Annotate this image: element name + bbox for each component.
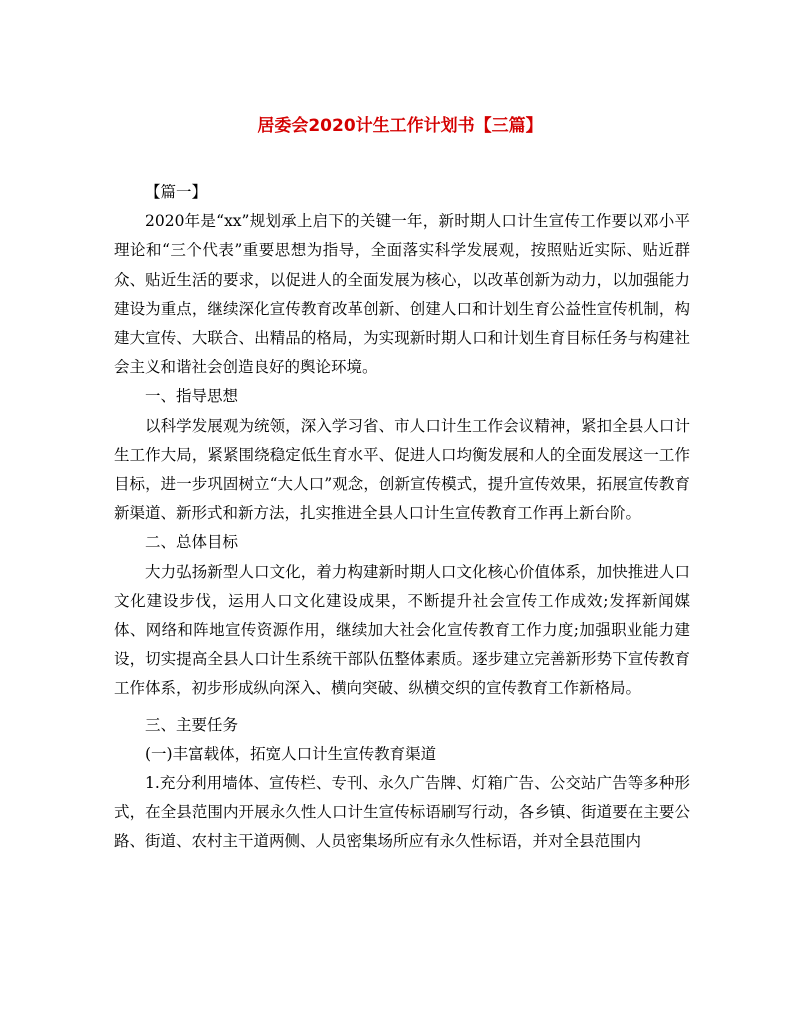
section-tag: 【篇一】 [145, 183, 208, 201]
paragraph-guiding-ideology: 以科学发展观为统领，深入学习省、市人口计生工作会议精神，紧扣全县人口计生工作大局，紧紧围绕稳定低生育水平、促进人口均衡发展和人的全面发展这一工作目标，进一步巩固树立“大人口”观念，创新宣传模式，提升宣传效果，拓展宣传教育新渠道、新形式和新方法，扎实推进全县人口计生宣传教育工作再上新台阶。 [114, 416, 690, 523]
subheading-enrich-carriers: (一)丰富载体，拓宽人口计生宣传教育渠道 [145, 744, 437, 763]
paragraph-task-1: 1.充分利用墙体、宣传栏、专刊、永久广告牌、灯箱广告、公交站广告等多种形式，在全县范围内开展永久性人口计生宣传标语刷写行动，各乡镇、街道要在主要公路、街道、农村主干道两侧、人员密集场所应有永久性标语，并对全县范围内 [114, 774, 690, 851]
heading-guiding-ideology: 一、指导思想 [145, 387, 239, 406]
paragraph-overall-goal: 大力弘扬新型人口文化，着力构建新时期人口文化核心价值体系，加快推进人口文化建设步伐，运用人口文化建设成果，不断提升社会宣传工作成效;发挥新闻媒体、网络和阵地宣传资源作用，继续加大社会化宣传教育工作力度;加强职业能力建设，切实提高全县人口计生系统干部队伍整体素质。逐步建立完善新形势下宣传教育工作体系，初步形成纵向深入、横向突破、纵横交织的宣传教育工作新格局。 [114, 562, 690, 698]
document-body [114, 178, 690, 857]
document-title: 居委会2020计生工作计划书【三篇】 [257, 116, 543, 136]
spacer [114, 704, 690, 711]
intro-paragraph: 2020年是“xx”规划承上启下的关键一年，新时期人口计生宣传工作要以邓小平理论和“三个代表”重要思想为指导，全面落实科学发展观，按照贴近实际、贴近群众、贴近生活的要求，以促进人的全面发展为核心，以改革创新为动力，以加强能力建设为重点，继续深化宣传教育改革创新、创建人口和计划生育公益性宣传机制，构建大宣传、大联合、出精品的格局，为实现新时期人口和计划生育目标任务与构建社会主义和谐社会创造良好的舆论环境。 [114, 212, 690, 377]
heading-main-tasks: 三、主要任务 [145, 715, 239, 734]
heading-overall-goal: 二、总体目标 [145, 533, 239, 552]
